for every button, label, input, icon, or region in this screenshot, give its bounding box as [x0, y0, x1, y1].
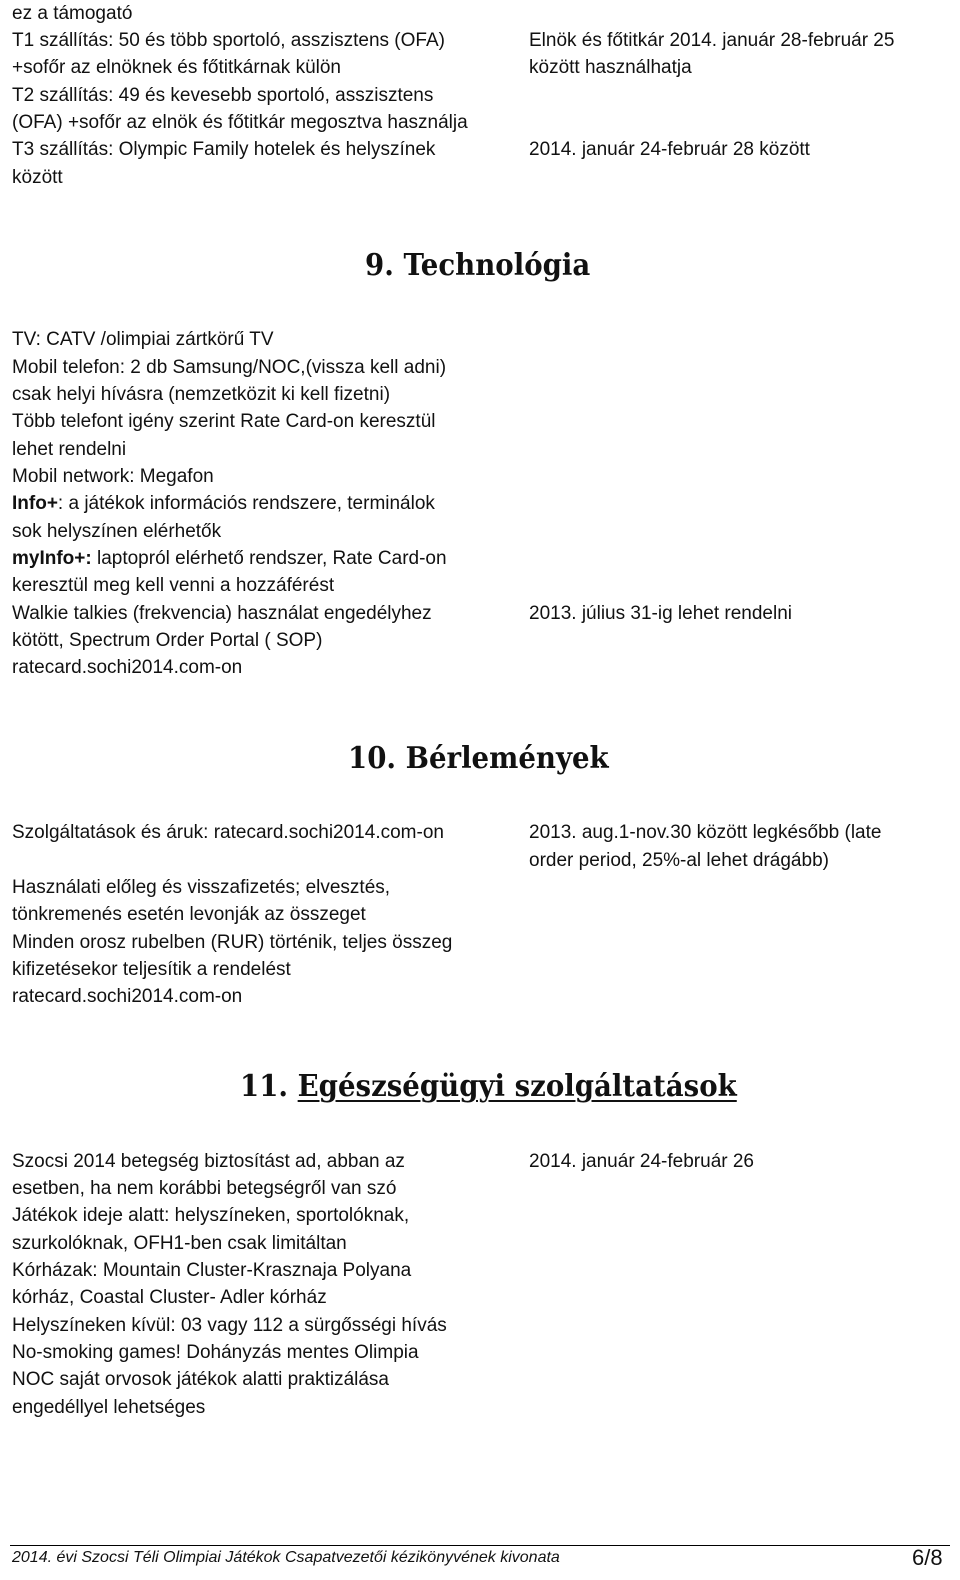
text-line: Kórházak: Mountain Cluster-Krasznaja Polyana — [12, 1260, 412, 1281]
section-title: Bérlemények — [405, 741, 609, 776]
text-line: csak helyi hívásra (nemzetközit ki kell fizetni) — [12, 384, 391, 405]
section-heading-berlemenyek — [348, 741, 609, 777]
section-heading-egeszsegugyi — [240, 1069, 737, 1105]
text-line: T1 szállítás: 50 és több sportoló, asszisztens (OFA) — [12, 30, 445, 51]
text-line: Mobil network: Megafon — [12, 466, 214, 487]
text-line: lehet rendelni — [12, 439, 127, 460]
section-number: 9. — [365, 248, 394, 283]
text-line: No-smoking games! Dohányzás mentes Olimpia — [12, 1342, 419, 1363]
section-title: Egészségügyi szolgáltatások — [297, 1069, 737, 1104]
section-heading-technologia — [365, 248, 590, 284]
text-line: keresztül meg kell venni a hozzáférést — [12, 575, 335, 596]
text-line: esetben, ha nem korábbi betegségről van szó — [12, 1178, 397, 1199]
text-line: között használhatja — [529, 57, 692, 78]
text-line: ratecard.sochi2014.com-on — [12, 986, 243, 1007]
text-line: kórház, Coastal Cluster- Adler kórház — [12, 1287, 327, 1308]
text-line: Minden orosz rubelben (RUR) történik, teljes összeg — [12, 932, 453, 953]
text-line: kötött, Spectrum Order Portal ( SOP) — [12, 630, 323, 651]
section-number: 10. — [348, 741, 397, 776]
text-line: ez a támogató — [12, 3, 133, 24]
deadline-text: 2013. aug.1-nov.30 között legkésőbb (late — [529, 822, 882, 843]
text-line: Használati előleg és visszafizetés; elvesztés, — [12, 877, 391, 898]
deadline-text: order period, 25%-al lehet drágább) — [529, 850, 829, 871]
text-line: +sofőr az elnöknek és főtitkárnak külön — [12, 57, 341, 78]
page-number: 6/8 — [912, 1545, 943, 1570]
text-line: Szolgáltatások és áruk: ratecard.sochi2014.com-on — [12, 822, 444, 843]
text-line: 2014. január 24-február 28 között — [529, 139, 810, 160]
myinfo-plus-description: laptopról elérhető rendszer, Rate Card-on — [91, 548, 447, 569]
deadline-text: 2014. január 24-február 26 — [529, 1151, 754, 1172]
footer-divider — [10, 1545, 950, 1546]
text-line: TV: CATV /olimpiai zártkörű TV — [12, 329, 274, 350]
text-line: között — [12, 167, 63, 188]
text-line: Szocsi 2014 betegség biztosítást ad, abban az — [12, 1151, 405, 1172]
footer-title: 2014. évi Szocsi Téli Olimpiai Játékok Csapatvezetői kézikönyvének kivonata — [12, 1549, 560, 1566]
text-line: ratecard.sochi2014.com-on — [12, 657, 243, 678]
section-number: 11. — [240, 1069, 289, 1104]
text-line: T3 szállítás: Olympic Family hotelek és helyszínek — [12, 139, 436, 160]
text-line: Játékok ideje alatt: helyszíneken, sportolóknak, — [12, 1205, 410, 1226]
text-line: szurkolóknak, OFH1-ben csak limitáltan — [12, 1233, 347, 1254]
text-line — [12, 545, 447, 572]
text-line: sok helyszínen elérhetők — [12, 521, 222, 542]
text-line: kifizetésekor teljesítik a rendelést — [12, 959, 291, 980]
section-title: Technológia — [403, 248, 591, 283]
text-line: Több telefont igény szerint Rate Card-on keresztül — [12, 411, 436, 432]
text-line: (OFA) +sofőr az elnök és főtitkár megosztva használja — [12, 112, 468, 133]
text-line — [12, 490, 435, 517]
info-plus-label: Info+ — [12, 493, 58, 514]
text-line: NOC saját orvosok játékok alatti praktizálása — [12, 1369, 389, 1390]
text-line: Elnök és főtitkár 2014. január 28-február 25 — [529, 30, 895, 51]
deadline-text: 2013. július 31-ig lehet rendelni — [529, 603, 793, 624]
text-line: T2 szállítás: 49 és kevesebb sportoló, asszisztens — [12, 85, 434, 106]
myinfo-plus-label: myInfo+: — [12, 548, 92, 569]
text-line: engedéllyel lehetséges — [12, 1397, 206, 1418]
text-line: tönkremenés esetén levonják az összeget — [12, 904, 366, 925]
text-line: Helyszíneken kívül: 03 vagy 112 a sürgősségi hívás — [12, 1315, 447, 1336]
info-plus-description: : a játékok információs rendszere, terminálok — [57, 493, 435, 514]
text-line: Walkie talkies (frekvencia) használat engedélyhez — [12, 603, 432, 624]
text-line: Mobil telefon: 2 db Samsung/NOC,(vissza kell adni) — [12, 357, 447, 378]
